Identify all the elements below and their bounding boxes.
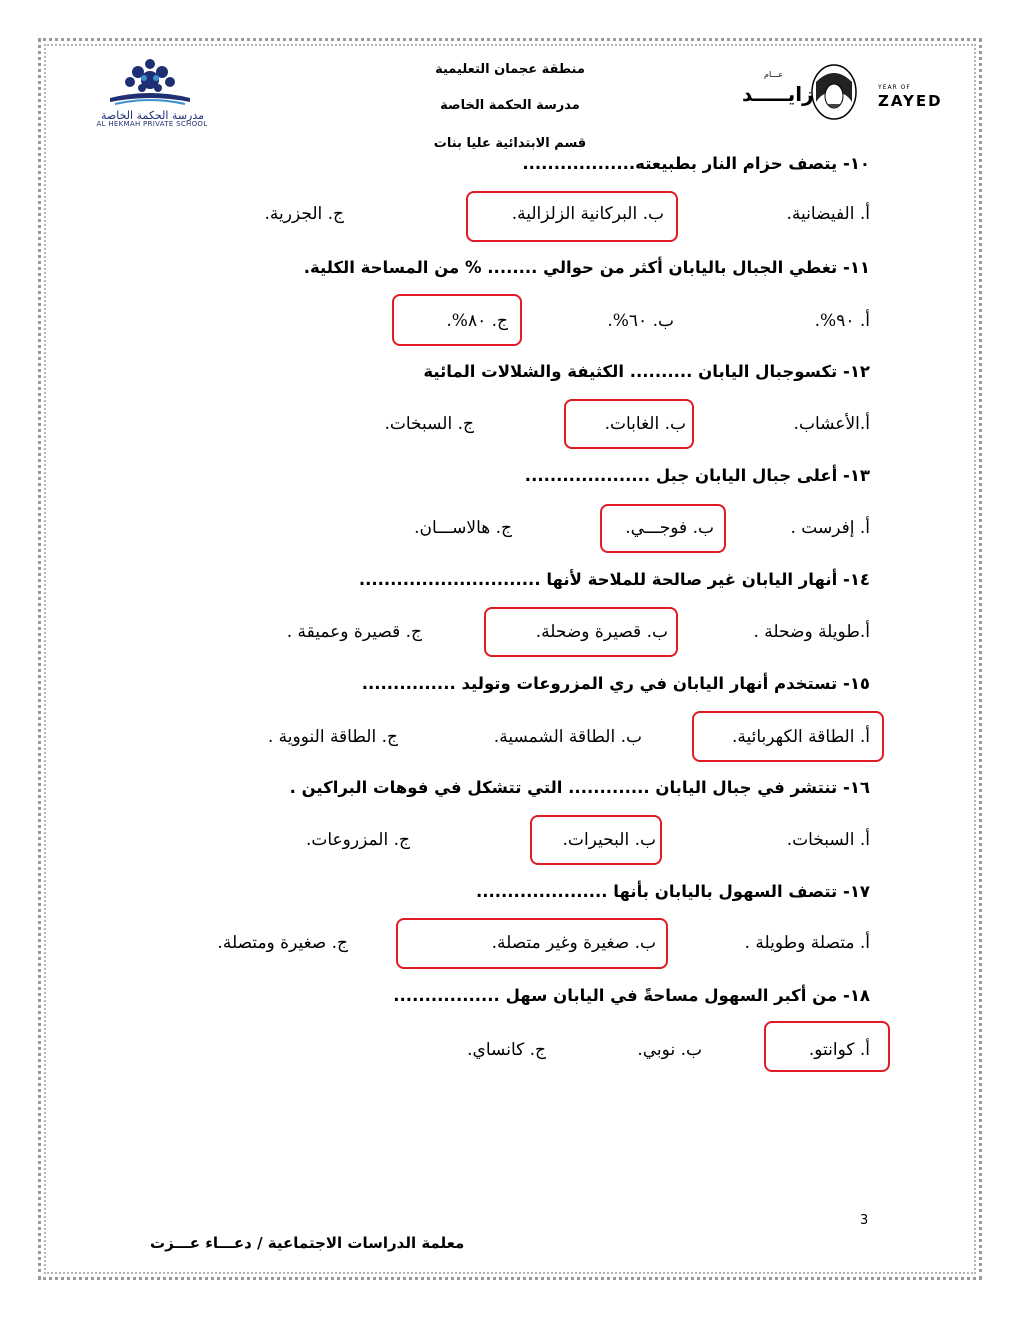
q18-option-b[interactable]: ب. نوبي. bbox=[637, 1040, 702, 1060]
q16-answer-highlight bbox=[530, 815, 662, 865]
q11-option-c[interactable]: ج. ٨٠%. bbox=[446, 311, 508, 331]
q12-answer-highlight bbox=[564, 399, 694, 449]
school-logo-arabic: مدرسة الحكمة الخاصة bbox=[100, 109, 205, 122]
q16-option-a[interactable]: أ. السبخات. bbox=[786, 830, 870, 850]
q16-option-b[interactable]: ب. البحيرات. bbox=[562, 830, 656, 850]
q11-option-b[interactable]: ب. ٦٠%. bbox=[607, 311, 674, 331]
q13-option-c[interactable]: ج. هالاســـان. bbox=[414, 518, 512, 538]
school-logo-english: AL HEKMAH PRIVATE SCHOOL bbox=[96, 120, 208, 128]
q18-answer-highlight bbox=[764, 1021, 890, 1072]
header-zone: منطقة عجمان التعليمية bbox=[435, 62, 585, 77]
q13-option-b[interactable]: ب. فوجـــي. bbox=[625, 518, 714, 538]
q14-answer-highlight bbox=[484, 607, 678, 657]
zayed-portrait-icon bbox=[806, 62, 862, 124]
q17-option-b[interactable]: ب. صغيرة وغير متصلة. bbox=[491, 933, 656, 953]
header-school: مدرسة الحكمة الخاصة bbox=[440, 98, 580, 113]
header-section: قسم الابتدائية عليا بنات bbox=[433, 136, 587, 151]
question-14: ١٤- أنهار اليابان غير صالحة للملاحة لأنها ............................. bbox=[358, 570, 870, 589]
question-18: ١٨- من أكبر السهول مساحةً في اليابان سهل ................. bbox=[393, 986, 870, 1005]
zayed-label-arabic: زايـــــد bbox=[742, 82, 814, 106]
q10-option-a[interactable]: أ. الفيضانية. bbox=[786, 204, 870, 224]
page-number: 3 bbox=[860, 1213, 869, 1228]
q10-option-c[interactable]: ج. الجزرية. bbox=[264, 204, 344, 224]
year-of-label: YEAR OF bbox=[878, 84, 911, 91]
q13-option-a[interactable]: أ. إفرست . bbox=[790, 518, 870, 538]
q15-option-c[interactable]: ج. الطاقة النووية . bbox=[267, 727, 398, 747]
zayed-label: ZAYED bbox=[878, 92, 943, 110]
q10-answer-highlight bbox=[466, 191, 678, 242]
q14-option-c[interactable]: ج. قصيرة وعميقة . bbox=[286, 622, 422, 642]
question-11: ١١- تغطي الجبال باليابان أكثر من حوالي ........ % من المساحة الكلية. bbox=[303, 258, 870, 277]
q10-option-b[interactable]: ب. البركانية الزلزالية. bbox=[511, 204, 664, 224]
question-16: ١٦- تنتشر في جبال اليابان ............. التي تتشكل في فوهات البراكين . bbox=[289, 778, 870, 797]
question-17: ١٧- تتصف السهول باليابان بأنها ..................... bbox=[475, 882, 870, 901]
q12-option-a[interactable]: أ.الأعشاب. bbox=[793, 414, 870, 434]
question-15: ١٥- تستخدم أنهار اليابان في ري المزروعات وتوليد ............... bbox=[361, 674, 870, 693]
question-13: ١٣- أعلى جبال اليابان جبل .................... bbox=[524, 466, 870, 485]
q11-answer-highlight bbox=[392, 294, 522, 346]
teacher-signature-line: معلمة الدراسات الاجتماعية / دعـــاء عـــزت bbox=[150, 1234, 465, 1252]
year-label-arabic: عـــام bbox=[764, 70, 784, 79]
q17-option-a[interactable]: أ. متصلة وطويلة . bbox=[744, 933, 870, 953]
q17-option-c[interactable]: ج. صغيرة ومتصلة. bbox=[217, 933, 348, 953]
q18-option-c[interactable]: ج. كانساي. bbox=[467, 1040, 546, 1060]
q15-option-b[interactable]: ب. الطاقة الشمسية. bbox=[493, 727, 642, 747]
q15-option-a[interactable]: أ. الطاقة الكهربائية. bbox=[731, 727, 870, 747]
q12-option-b[interactable]: ب. الغابات. bbox=[604, 414, 686, 434]
q12-option-c[interactable]: ج. السبخات. bbox=[384, 414, 474, 434]
q14-option-a[interactable]: أ.طويلة وضحلة . bbox=[753, 622, 870, 642]
q11-option-a[interactable]: أ. ٩٠%. bbox=[814, 311, 870, 331]
q15-answer-highlight bbox=[692, 711, 884, 762]
question-12: ١٢- تكسوجبال اليابان .......... الكثيفة والشلالات المائية bbox=[423, 362, 870, 381]
question-10: ١٠- يتصف حزام النار بطبيعته.................. bbox=[522, 154, 870, 173]
q18-option-a[interactable]: أ. كوانتو. bbox=[808, 1040, 870, 1060]
q13-answer-highlight bbox=[600, 504, 726, 553]
q17-answer-highlight bbox=[396, 918, 668, 969]
q14-option-b[interactable]: ب. قصيرة وضحلة. bbox=[535, 622, 668, 642]
q16-option-c[interactable]: ج. المزروعات. bbox=[305, 830, 410, 850]
